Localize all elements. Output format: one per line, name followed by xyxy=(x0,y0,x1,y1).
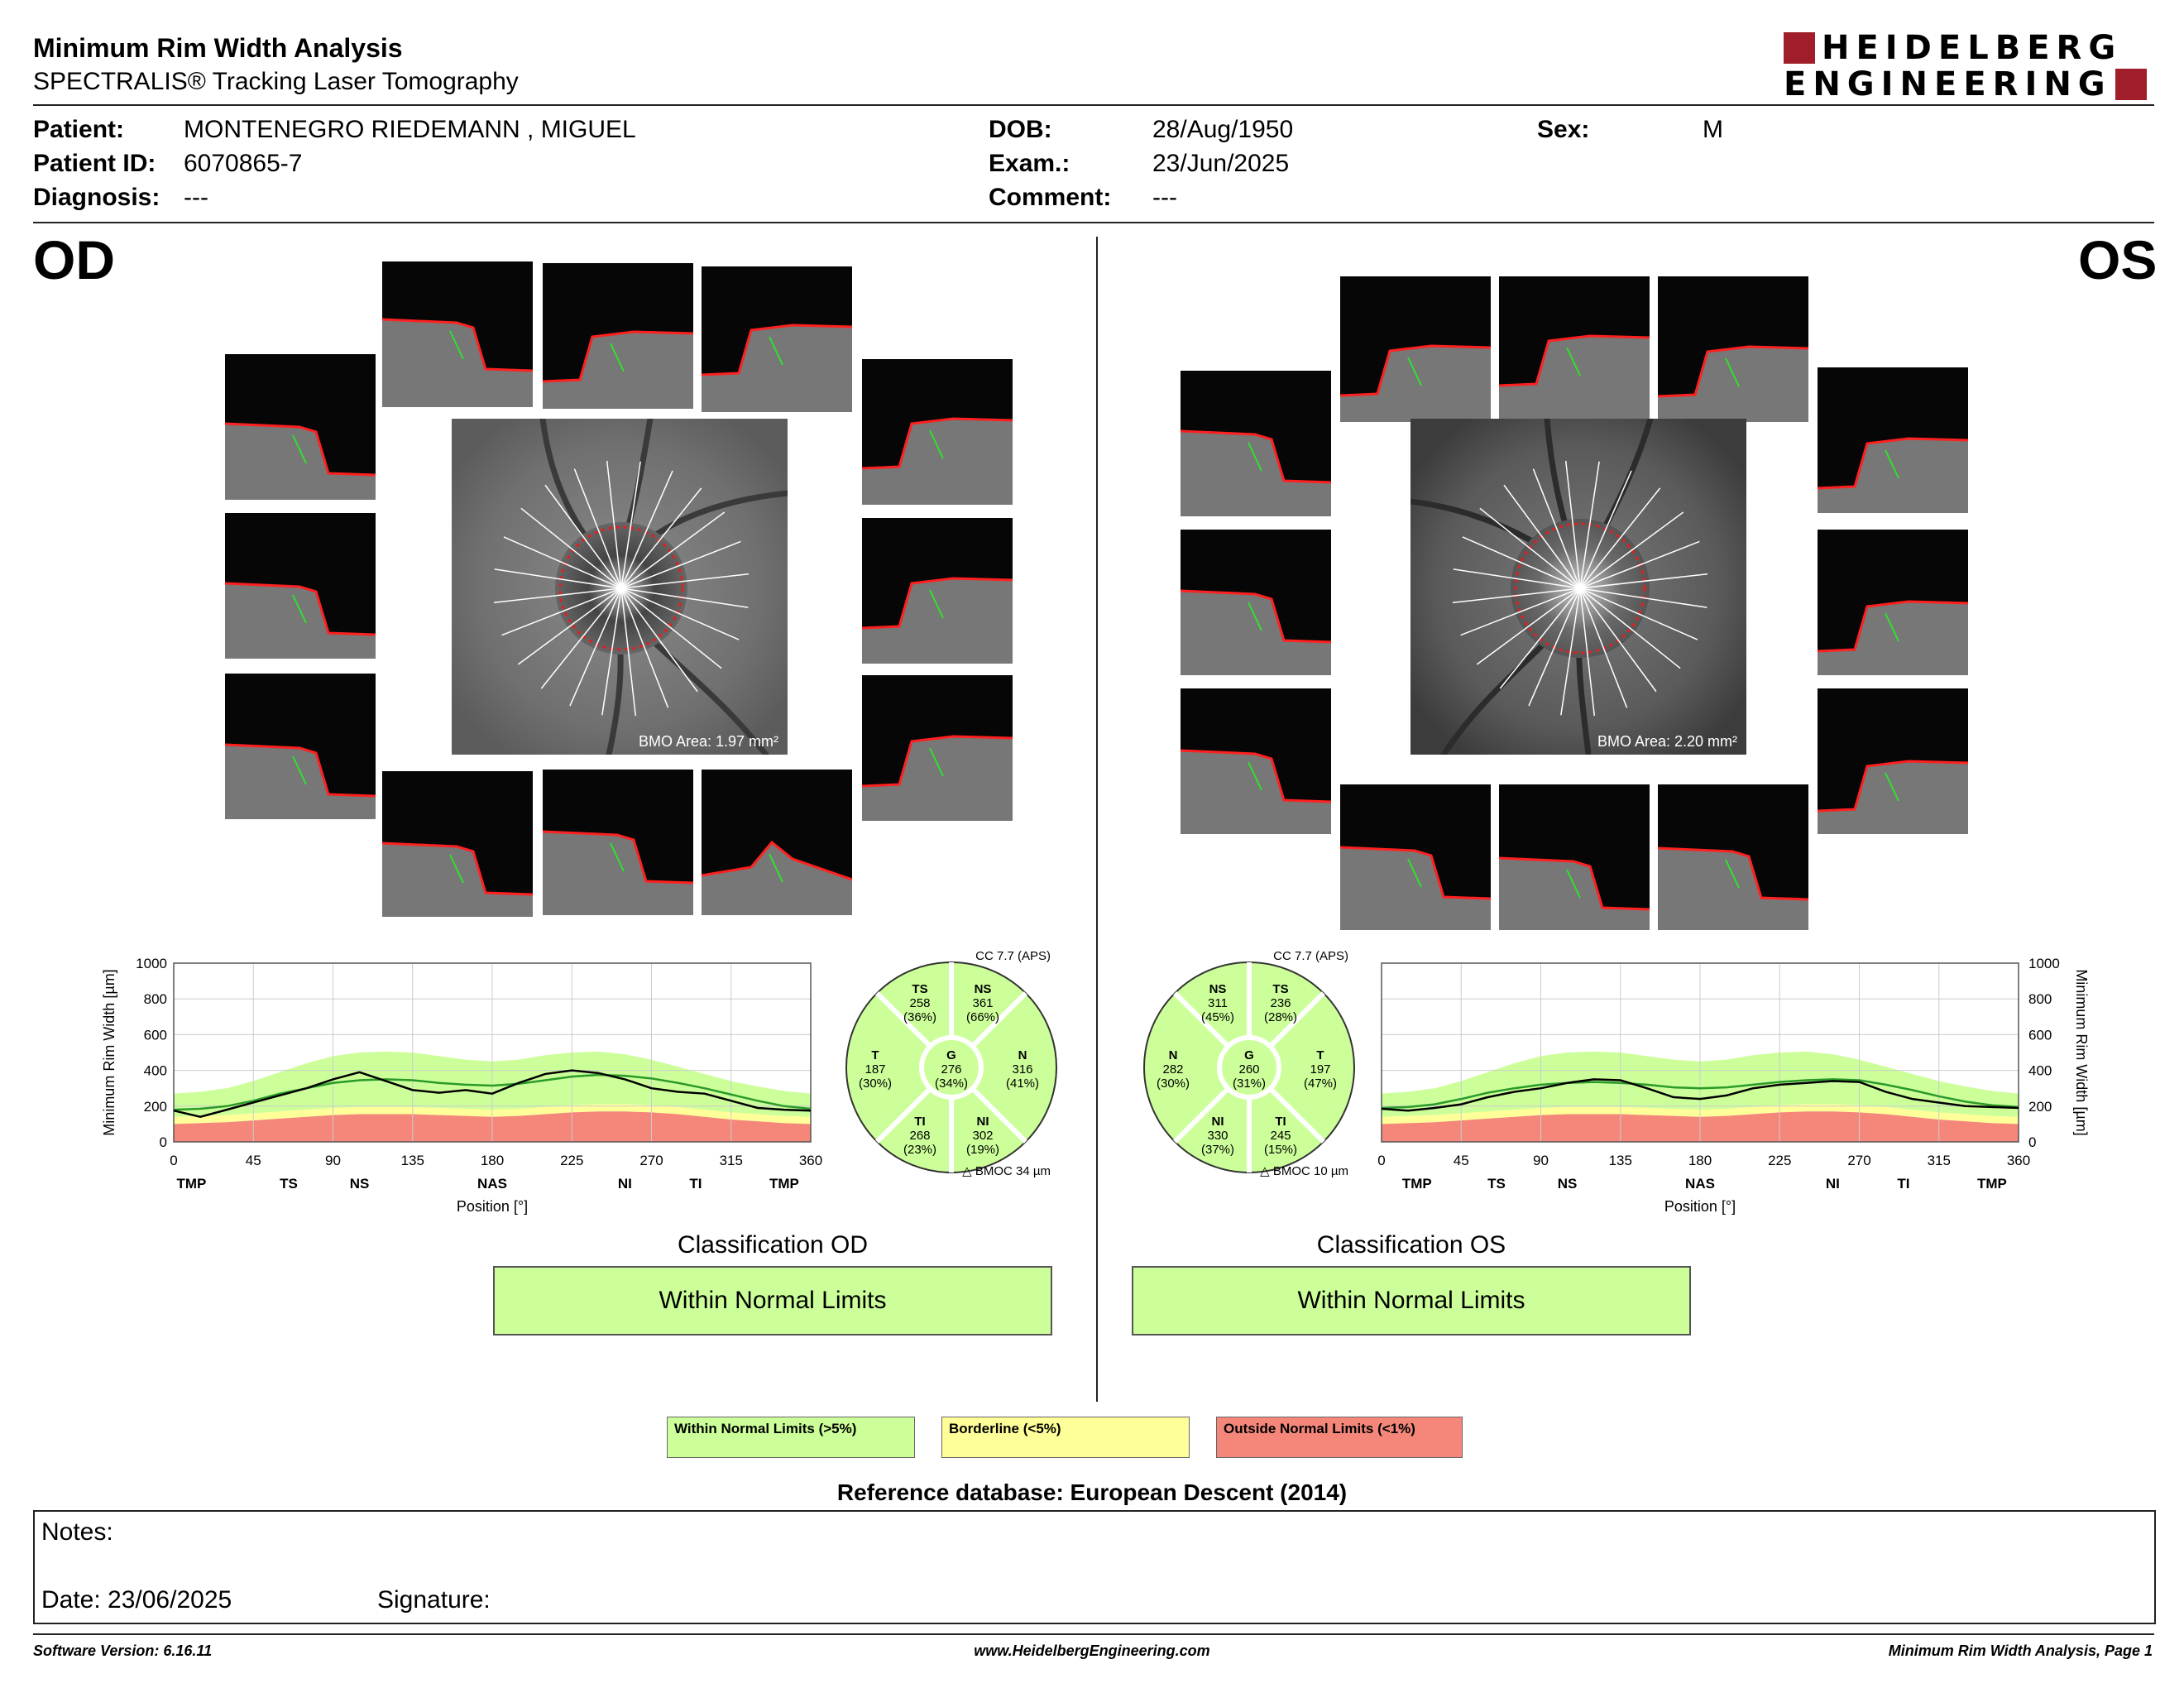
bscan-tile xyxy=(1658,276,1808,422)
y-tick-label: 0 xyxy=(2028,1134,2037,1150)
sector-percentile: (19%) xyxy=(965,1143,1000,1157)
sector-value: 361 xyxy=(972,996,994,1010)
retina-layer xyxy=(1499,336,1650,422)
sector-value: 260 xyxy=(1238,1062,1260,1077)
os-mrw-chart xyxy=(1357,952,2101,1233)
sector-percentile: (37%) xyxy=(1200,1143,1235,1157)
y-tick-label: 800 xyxy=(143,991,167,1008)
x-tick-label: 270 xyxy=(1847,1153,1871,1168)
bscan-tile xyxy=(225,513,376,659)
bmoc-label: △ BMOC 10 µm xyxy=(1260,1164,1348,1178)
sector-name: NI xyxy=(976,1115,989,1129)
x-tick-label: 0 xyxy=(1377,1153,1386,1168)
x-tick-label: 360 xyxy=(798,1153,823,1168)
os-classification-title: Classification OS xyxy=(1316,1231,1506,1259)
x-tick-label: 270 xyxy=(639,1153,663,1168)
x-tick-label: 315 xyxy=(719,1153,743,1168)
cc-label: CC 7.7 (APS) xyxy=(975,949,1051,963)
logo-square-icon xyxy=(2115,69,2147,100)
retina-layer xyxy=(862,578,1013,664)
sector-name: TS xyxy=(1272,982,1289,996)
report-title: Minimum Rim Width Analysis xyxy=(33,33,403,63)
bscan-tile xyxy=(1658,784,1808,930)
sector-percentile: (34%) xyxy=(934,1077,969,1091)
footer-divider xyxy=(33,1633,2154,1635)
x-tick-label: 360 xyxy=(2006,1153,2031,1168)
x-tick-label: 0 xyxy=(170,1153,178,1168)
x-tick-label: 225 xyxy=(560,1153,584,1168)
dob-label: DOB: xyxy=(989,116,1052,143)
retina-layer xyxy=(543,332,693,409)
x-tick-label: 315 xyxy=(1927,1153,1951,1168)
retina-layer xyxy=(1181,750,1331,834)
sector-axis-label: TS xyxy=(280,1176,298,1192)
od-mrw-chart xyxy=(91,952,836,1233)
y-tick-label: 400 xyxy=(2028,1062,2052,1079)
signature-label: Signature: xyxy=(377,1586,491,1614)
sector-percentile: (30%) xyxy=(858,1077,893,1091)
sector-value: 236 xyxy=(1270,996,1291,1010)
x-tick-label: 45 xyxy=(1453,1153,1469,1168)
retina-layer xyxy=(1181,591,1331,675)
os-classification-box: Within Normal Limits xyxy=(1132,1266,1691,1336)
sex-value: M xyxy=(1703,116,1723,143)
sector-value: 276 xyxy=(941,1062,962,1077)
y-tick-label: 600 xyxy=(2028,1027,2052,1043)
sector-axis-label: NAS xyxy=(477,1176,507,1192)
reference-database: Reference database: European Descent (2014) xyxy=(836,1479,1348,1505)
od-sector-diagram xyxy=(827,943,1075,1183)
x-tick-label: 180 xyxy=(1688,1153,1712,1168)
y-tick-label: 1000 xyxy=(2028,956,2060,971)
sector-name: TI xyxy=(914,1115,926,1129)
sector-axis-label: NS xyxy=(1557,1176,1578,1192)
os-fundus-image xyxy=(1410,419,1746,755)
bscan-tile xyxy=(1499,276,1650,422)
sector-value: 311 xyxy=(1208,996,1228,1010)
sector-value: 330 xyxy=(1207,1129,1228,1143)
sector-axis-label: TI xyxy=(1897,1176,1910,1192)
sector-axis-label: NI xyxy=(1825,1176,1840,1192)
sector-value: 302 xyxy=(972,1129,994,1143)
patient-divider xyxy=(33,222,2154,223)
bscan-tile xyxy=(225,354,376,500)
bscan-tile xyxy=(543,263,693,409)
od-eye-label: OD xyxy=(33,229,115,290)
bscan-tile xyxy=(543,770,693,915)
x-tick-label: 180 xyxy=(480,1153,505,1168)
sector-axis-label: NAS xyxy=(1685,1176,1715,1192)
sector-name: T xyxy=(1316,1048,1324,1062)
comment-value: --- xyxy=(1152,184,1177,211)
sector-percentile: (36%) xyxy=(903,1010,937,1024)
y-tick-label: 400 xyxy=(143,1062,167,1079)
sector-name: G xyxy=(1244,1048,1254,1062)
sector-percentile: (15%) xyxy=(1263,1143,1298,1157)
sector-axis-label: TMP xyxy=(1401,1176,1432,1192)
y-tick-label: 200 xyxy=(2028,1098,2052,1115)
page-label: Minimum Rim Width Analysis, Page 1 xyxy=(1888,1642,2153,1659)
y-axis-title: Minimum Rim Width [µm] xyxy=(2073,969,2090,1136)
od-classification-title: Classification OD xyxy=(677,1231,869,1259)
retina-layer xyxy=(1340,346,1491,422)
retina-layer xyxy=(702,842,852,915)
sector-percentile: (28%) xyxy=(1263,1010,1298,1024)
sector-axis-label: NS xyxy=(349,1176,370,1192)
bscan-tile xyxy=(1818,367,1968,513)
retina-layer xyxy=(862,736,1013,821)
os-sector-diagram xyxy=(1125,943,1373,1183)
retina-layer xyxy=(1340,847,1491,930)
bscan-tile xyxy=(1499,784,1650,930)
x-tick-label: 90 xyxy=(1533,1153,1549,1168)
header-divider xyxy=(33,104,2154,106)
retina-layer xyxy=(1499,858,1650,930)
sector-axis-label: TMP xyxy=(176,1176,207,1192)
bscan-tile xyxy=(1181,688,1331,834)
software-version: Software Version: 6.16.11 xyxy=(33,1642,213,1659)
legend-within-normal: Within Normal Limits (>5%) xyxy=(667,1417,915,1458)
logo-line1: HEIDELBERG xyxy=(1822,29,2123,67)
sector-axis-label: TMP xyxy=(1976,1176,2007,1192)
sector-axis-label: TI xyxy=(689,1176,702,1192)
dob-value: 28/Aug/1950 xyxy=(1152,116,1294,143)
x-tick-label: 135 xyxy=(1608,1153,1632,1168)
website-link[interactable]: www.HeidelbergEngineering.com xyxy=(974,1642,1210,1659)
y-tick-label: 600 xyxy=(143,1027,167,1043)
retina-layer xyxy=(225,424,376,500)
sector-value: 197 xyxy=(1310,1062,1331,1077)
bscan-tile xyxy=(862,675,1013,821)
eye-divider xyxy=(1096,237,1098,1402)
sector-name: N xyxy=(1018,1048,1027,1062)
sector-value: 268 xyxy=(909,1129,931,1143)
notes-label: Notes: xyxy=(41,1518,113,1546)
bscan-tile xyxy=(1818,530,1968,675)
y-tick-label: 800 xyxy=(2028,991,2052,1008)
retina-layer xyxy=(382,319,533,407)
bscan-tile xyxy=(1181,371,1331,516)
exam-label: Exam.: xyxy=(989,150,1070,177)
sector-value: 187 xyxy=(864,1062,886,1077)
bscan-tile xyxy=(702,266,852,412)
retina-layer xyxy=(1818,761,1968,834)
od-classification-box: Within Normal Limits xyxy=(493,1266,1052,1336)
comment-label: Comment: xyxy=(989,184,1112,211)
sector-percentile: (66%) xyxy=(965,1010,1000,1024)
notes-box xyxy=(33,1510,2156,1624)
bmoc-label: △ BMOC 34 µm xyxy=(962,1164,1051,1178)
cc-label: CC 7.7 (APS) xyxy=(1273,949,1348,963)
x-tick-label: 90 xyxy=(325,1153,341,1168)
sector-percentile: (47%) xyxy=(1303,1077,1338,1091)
sector-axis-label: NI xyxy=(617,1176,632,1192)
bscan-tile xyxy=(702,770,852,915)
retina-layer xyxy=(862,419,1013,505)
bscan-tile xyxy=(862,518,1013,664)
sector-percentile: (30%) xyxy=(1156,1077,1190,1091)
patient-value: MONTENEGRO RIEDEMANN , MIGUEL xyxy=(184,116,636,143)
sex-label: Sex: xyxy=(1537,116,1590,143)
legend-borderline: Borderline (<5%) xyxy=(941,1417,1190,1458)
x-tick-label: 45 xyxy=(245,1153,261,1168)
bscan-tile xyxy=(382,771,533,917)
x-tick-label: 225 xyxy=(1768,1153,1792,1168)
retina-layer xyxy=(1818,439,1968,513)
logo-line2: ENGINEERING xyxy=(1784,65,2112,103)
sector-value: 316 xyxy=(1012,1062,1033,1077)
bscan-tile xyxy=(1340,276,1491,422)
diagnosis-value: --- xyxy=(184,184,208,211)
retina-layer xyxy=(1658,848,1808,930)
retina-layer xyxy=(225,583,376,659)
bscan-tile xyxy=(225,674,376,819)
sector-axis-label: TS xyxy=(1487,1176,1506,1192)
heidelberg-logo xyxy=(1784,31,2154,103)
retina-layer xyxy=(1181,431,1331,516)
sector-percentile: (41%) xyxy=(1005,1077,1040,1091)
diagnosis-label: Diagnosis: xyxy=(33,184,160,211)
patient-label: Patient: xyxy=(33,116,125,143)
y-tick-label: 0 xyxy=(159,1134,167,1150)
retina-layer xyxy=(543,832,693,915)
retina-layer xyxy=(225,745,376,819)
y-axis-title: Minimum Rim Width [µm] xyxy=(101,969,117,1136)
bscan-tile xyxy=(862,359,1013,505)
date-label: Date: 23/06/2025 xyxy=(41,1586,232,1614)
y-tick-label: 1000 xyxy=(136,956,167,971)
x-axis-title: Position [°] xyxy=(1664,1198,1736,1215)
sector-percentile: (45%) xyxy=(1200,1010,1235,1024)
legend-outside-normal: Outside Normal Limits (<1%) xyxy=(1216,1417,1463,1458)
od-fundus-image xyxy=(452,419,788,755)
os-eye-label: OS xyxy=(2078,229,2158,290)
sector-value: 282 xyxy=(1162,1062,1184,1077)
sector-percentile: (31%) xyxy=(1232,1077,1267,1091)
bscan-tile xyxy=(1340,784,1491,930)
bscan-tile xyxy=(1181,530,1331,675)
bscan-tile xyxy=(1818,688,1968,834)
sector-value: 258 xyxy=(909,996,931,1010)
bscan-tile xyxy=(382,261,533,407)
sector-name: TS xyxy=(912,982,928,996)
sector-value: 245 xyxy=(1270,1129,1291,1143)
sector-name: T xyxy=(871,1048,879,1062)
sector-name: NS xyxy=(974,982,992,996)
x-axis-title: Position [°] xyxy=(456,1198,529,1215)
retina-layer xyxy=(1818,602,1968,675)
os-bmo-area: BMO Area: 2.20 mm² xyxy=(1597,733,1737,750)
sector-name: G xyxy=(946,1048,956,1062)
sector-axis-label: TMP xyxy=(769,1176,799,1192)
od-bmo-area: BMO Area: 1.97 mm² xyxy=(638,733,778,750)
sector-name: TI xyxy=(1275,1115,1286,1129)
patient-id-label: Patient ID: xyxy=(33,150,156,177)
retina-layer xyxy=(382,843,533,917)
y-tick-label: 200 xyxy=(143,1098,167,1115)
sector-name: N xyxy=(1168,1048,1178,1062)
logo-square-icon xyxy=(1784,32,1815,64)
sector-name: NS xyxy=(1209,982,1227,996)
exam-value: 23/Jun/2025 xyxy=(1152,150,1290,177)
sector-name: NI xyxy=(1211,1115,1224,1129)
patient-id-value: 6070865-7 xyxy=(184,150,303,177)
x-tick-label: 135 xyxy=(400,1153,424,1168)
retina-layer xyxy=(1658,347,1808,422)
report-subtitle: SPECTRALIS® Tracking Laser Tomography xyxy=(33,68,519,95)
sector-percentile: (23%) xyxy=(903,1143,937,1157)
retina-layer xyxy=(702,325,852,412)
